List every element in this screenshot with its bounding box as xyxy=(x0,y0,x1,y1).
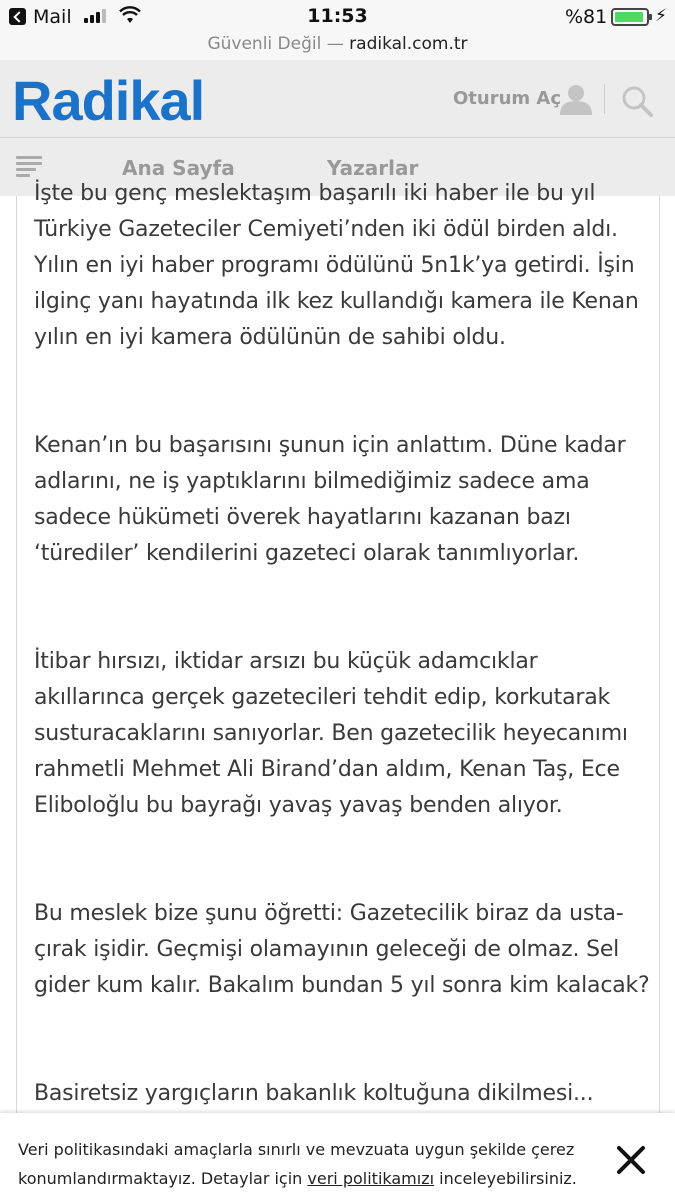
article-paragraph: İşte bu genç meslektaşım başarılı iki haber ile bu yıl Türkiye Gazeteciler Cemiyeti’nden iki ödül birden aldı. Yılın en iyi haber programı ödülünü 5n1k’ya getirdi. İşin ilginç yanı hayatında ilk kez kullandığı kamera ile Kenan yılın en iyi kamera ödülünün de sahibi oldu. xyxy=(34,181,639,350)
security-label: Güvenli Değil xyxy=(207,34,322,54)
article-paragraph: İtibar hırsızı, iktidar arsızı bu küçük adamcıklar akıllarınca gerçek gazetecileri tehdit edip, korkutarak susturacaklarını sanıyorlar. Ben gazetecilik heyecanımı rahmetli Mehmet Ali Birand’dan aldım, Kenan Taş, Ece Eliboloğlu bu bayrağı yavaş yavaş benden alıyor. xyxy=(34,649,628,818)
article-paragraph: Bu meslek bize şunu öğretti: Gazetecilik biraz da usta-çırak işidir. Geçmişi olamayının geleceği de olmaz. Sel gider kum kalır. Bakalım bundan 5 yıl sonra kim kalacak? xyxy=(34,901,650,998)
cookie-text xyxy=(18,1135,598,1193)
site-header xyxy=(0,60,675,138)
article-body xyxy=(16,181,660,1126)
status-bar xyxy=(0,0,675,32)
nav-item-home[interactable]: Ana Sayfa xyxy=(122,156,235,180)
charging-icon: ⚡ xyxy=(655,6,667,26)
battery-icon xyxy=(611,8,649,26)
hamburger-menu-icon[interactable] xyxy=(16,156,42,178)
nav-item-authors[interactable]: Yazarlar xyxy=(327,156,419,180)
battery-percent: %81 xyxy=(565,6,608,28)
close-icon[interactable] xyxy=(614,1143,648,1177)
article-paragraph: Kenan’ın bu başarısını şunun için anlattım. Düne kadar adlarını, ne iş yaptıklarını bilmediğimiz sadece ama sadece hükümeti överek hayatlarını kazanan bazı ‘türediler’ kendilerini gazeteci olarak tanımlıyorlar. xyxy=(34,433,626,566)
url-separator: — xyxy=(326,34,344,54)
cookie-banner xyxy=(0,1113,675,1200)
address-bar[interactable] xyxy=(0,32,675,60)
data-policy-link[interactable]: veri politikamızı xyxy=(307,1169,435,1188)
search-icon[interactable] xyxy=(620,84,654,118)
cookie-text-end: inceleyebilirsiniz. xyxy=(434,1169,577,1188)
site-logo[interactable]: Radikal xyxy=(12,69,205,132)
url-domain: radikal.com.tr xyxy=(349,34,468,54)
user-icon[interactable] xyxy=(558,82,594,116)
back-app-label[interactable]: Mail xyxy=(33,6,72,28)
cookie-text-start: Veri politikasındaki amaçlarla sınırlı ve mevzuata uygun şekilde çerez konumlandırmaktayız. Detaylar için xyxy=(18,1140,575,1188)
header-divider xyxy=(604,84,605,114)
article-paragraph: Basiretsiz yargıçların bakanlık koltuğuna dikilmesi... xyxy=(34,1081,594,1106)
clock: 11:53 xyxy=(307,5,368,27)
login-link[interactable]: Oturum Aç xyxy=(453,88,562,109)
